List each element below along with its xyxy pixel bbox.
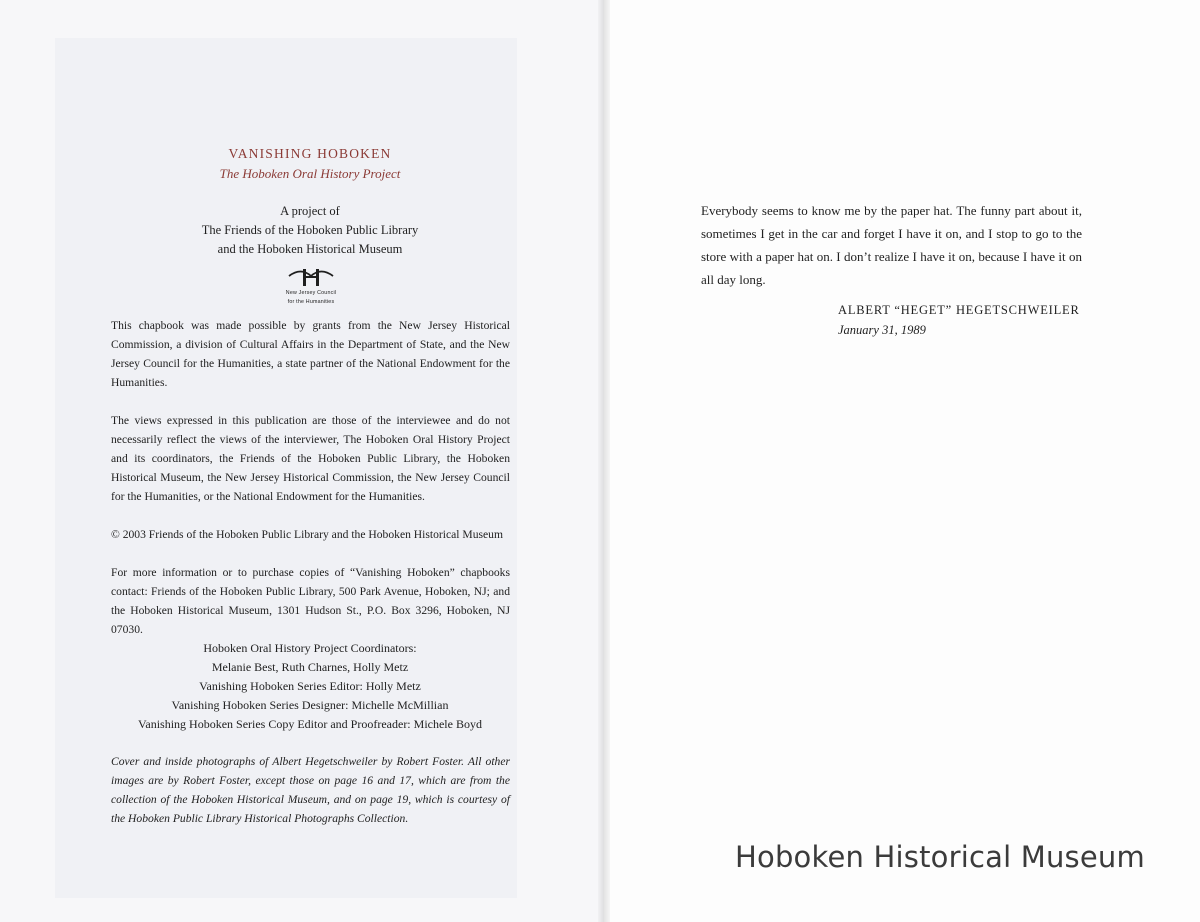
credit-line: Vanishing Hoboken Series Copy Editor and Proofreader: Michele Boyd bbox=[138, 717, 482, 731]
attribution-date: January 31, 1989 bbox=[838, 323, 926, 337]
book-gutter bbox=[598, 0, 610, 922]
project-line: and the Hoboken Historical Museum bbox=[217, 242, 403, 256]
credit-line: Vanishing Hoboken Series Editor: Holly Metz bbox=[199, 679, 421, 693]
series-subtitle: The Hoboken Oral History Project bbox=[219, 166, 401, 181]
njch-logo-icon bbox=[287, 266, 335, 288]
photo-credit: Cover and inside photographs of Albert Hegetschweiler by Robert Foster. All other images are by Robert Foster, except those on page 16 and 17, which are from the collection of the Hoboken Historical Museum, and on page 19, which is courtesy of the Hoboken Public Library Historical Photographs Collection. bbox=[111, 755, 510, 825]
project-line: The Friends of the Hoboken Public Library bbox=[201, 223, 419, 237]
logo-text-line: for the Humanities bbox=[287, 298, 335, 305]
project-line: A project of bbox=[280, 204, 340, 218]
credit-line: Vanishing Hoboken Series Designer: Michelle McMillian bbox=[171, 698, 449, 712]
quote-attribution bbox=[838, 300, 1080, 340]
attribution-name: ALBERT “HEGET” HEGETSCHWEILER bbox=[838, 303, 1080, 317]
copyright-notice: © 2003 Friends of the Hoboken Public Library and the Hoboken Historical Museum bbox=[111, 528, 503, 541]
logo-text-line: New Jersey Council bbox=[285, 290, 337, 296]
title-block bbox=[110, 146, 510, 182]
disclaimer-paragraph: The views expressed in this publication are those of the interviewee and do not necessarily reflect the views of the interviewer, The Hoboken Oral History Project and its coordinators, the Friends of the Hoboken Public Library, the Hoboken Historical Museum, the New Jersey Historical Commission, the New Jersey Council for the Humanities, or the National Endowment for the Humanities. bbox=[111, 414, 510, 503]
epigraph-quote: Everybody seems to know me by the paper hat. The funny part about it, sometimes I get in the car and forget I have it on, and I stop to go to the store with a paper hat on. I don’t realize I have it on, because I have it on all day long. bbox=[701, 203, 1082, 287]
contact-paragraph: For more information or to purchase copies of “Vanishing Hoboken” chapbooks contact: Friends of the Hoboken Public Library, 500 Park Avenue, Hoboken, NJ; and the Hoboken Historical Museum, 1301 Hudson St., P.O. Box 3296, Hoboken, NJ 07030. bbox=[111, 566, 510, 636]
right-page bbox=[604, 0, 1200, 922]
credit-line: Melanie Best, Ruth Charnes, Holly Metz bbox=[211, 660, 409, 674]
funding-paragraph: This chapbook was made possible by grants from the New Jersey Historical Commission, a division of Cultural Affairs in the Department of State, and the New Jersey Council for the Humanities, a state partner of the National Endowment for the Humanities. bbox=[111, 319, 510, 389]
project-credit bbox=[110, 202, 510, 259]
series-title: VANISHING HOBOKEN bbox=[228, 146, 392, 161]
coordinator-credits bbox=[110, 639, 510, 734]
njch-logo bbox=[283, 266, 339, 305]
museum-watermark: Hoboken Historical Museum bbox=[735, 840, 1145, 874]
credit-line: Hoboken Oral History Project Coordinators: bbox=[203, 641, 417, 655]
